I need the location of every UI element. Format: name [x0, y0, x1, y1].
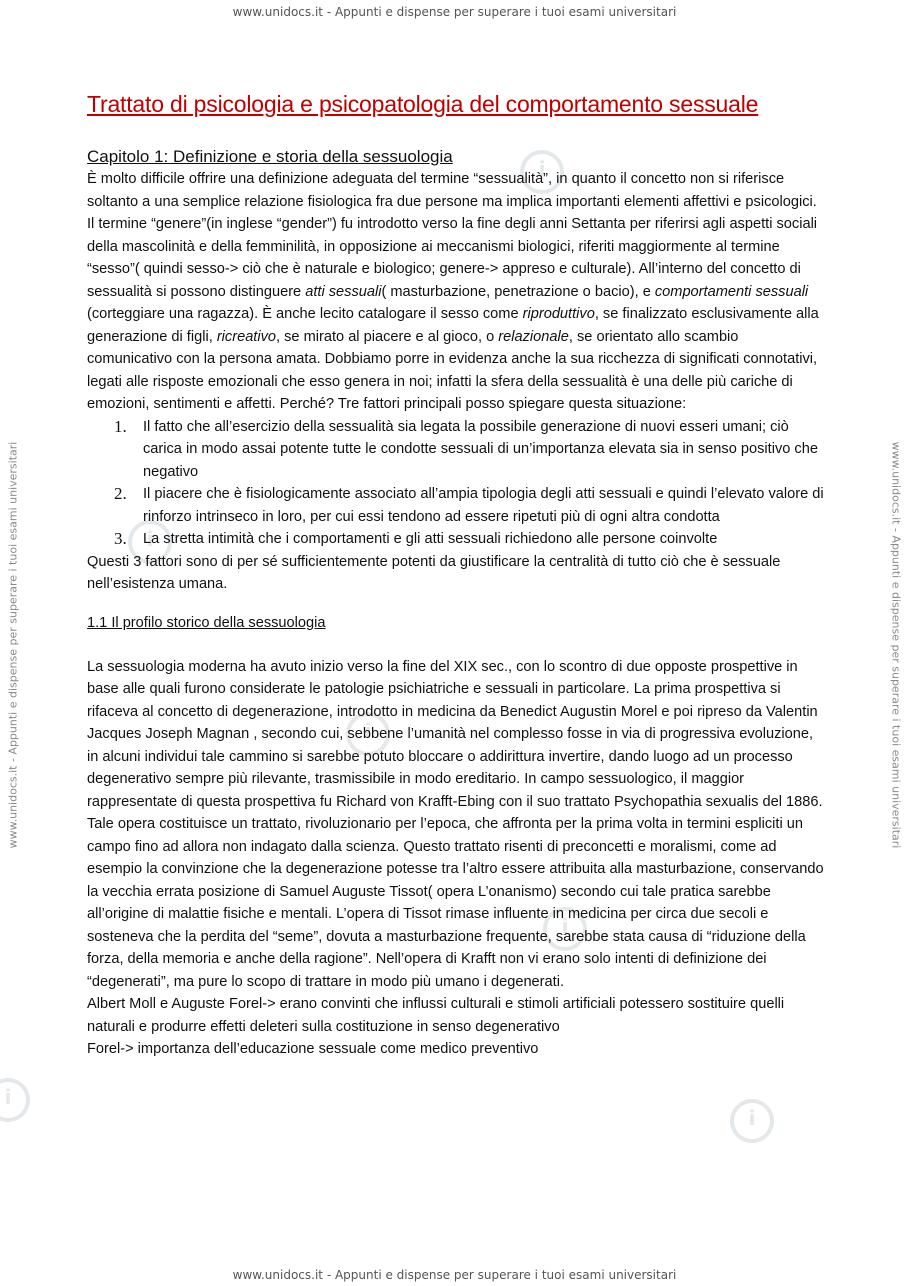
document-body [87, 88, 827, 1061]
watermark-header: www.unidocs.it - Appunti e dispense per superare i tuoi esami universitari [232, 5, 677, 19]
chapter-title: Capitolo 1: Definizione e storia della sessuologia [87, 147, 453, 166]
watermark-left: www.unidocs.it - Appunti e dispense per superare i tuoi esami universitari [6, 441, 20, 849]
list-item: 3. La stretta intimità che i comportamenti e gli atti sessuali richiedono alle persone coinvolte [114, 529, 718, 548]
moll-forel-paragraph: Albert Moll e Auguste Forel-> erano convinti che influssi culturali e stimoli artificiali potessero sostituire quelli naturali e produrre effetti deleteri sulla costituzione in senso degenerativo [87, 996, 785, 1035]
watermark-right: www.unidocs.it - Appunti e dispense per superare i tuoi esami universitari [889, 441, 903, 849]
list-item: 2. Il piacere che è fisiologicamente associato all’ampia tipologia degli atti sessuali e quindi l’elevato valore di rinforzo intrinseco in loro, per cui essi tendono ad essere ripetuti più di ogni altra condotta [114, 484, 824, 525]
watermark-footer: www.unidocs.it - Appunti e dispense per superare i tuoi esami universitari [232, 1268, 677, 1282]
section-title: 1.1 Il profilo storico della sessuologia [87, 614, 326, 631]
factors-conclusion: Questi 3 fattori sono di per sé sufficientemente potenti da giustificare la centralità di tutto ciò che è sessuale nell’esistenza umana. [87, 553, 781, 592]
list-item: 1. Il fatto che all’esercizio della sessualità sia legata la possibile generazione di nuovi esseri umani; ciò carica in modo assai potente tutte le condotte sessuali di un’importanza elevata sia in senso positivo che negativo [114, 416, 818, 480]
watermark-logo-icon [730, 1099, 774, 1143]
factors-list [87, 416, 827, 551]
forel-note: Forel-> importanza dell’educazione sessuale come medico preventivo [87, 1041, 539, 1057]
watermark-logo-icon [0, 1078, 30, 1122]
history-paragraph: La sessuologia moderna ha avuto inizio verso la fine del XIX sec., con lo scontro di due opposte prospettive in base alle quali furono considerate le patologie psichiatriche e sessuali in particolare. La prima prospettiva si rifaceva al concetto di degenerazione, introdotto in medicina da Benedict Augustin Morel e poi ripreso da Valentin Jacques Joseph Magnan , secondo cui, sebbene l’umanità nel complesso fosse in via di progressiva evoluzione, in alcuni individui tale cammino si sarebbe potuto bloccare o addirittura invertire, dando luogo ad un processo degenerativo sempre più rilevante, trasmissibile in modo ereditario. In campo sessuologico, il maggior rappresentate di questa prospettiva fu Richard von Krafft-Ebing con il suo trattato Psychopathia sexualis del 1886. Tale opera costituisce un trattato, rivoluzionario per l’epoca, che affronta per la prima volta in termini espliciti un campo fino ad allora non indagato dalla scienza. Questo trattato risenti di preconcetti e moralismi, come ad esempio la convinzione che la degenerazione potesse tra l’altro essere attribuita alla masturbazione, conservando la vecchia errata posizione di Samuel Auguste Tissot( opera L’onanismo) secondo cui tale pratica sarebbe all’origine di malattie fisiche e mentali. L’opera di Tissot rimase influente in medicina per circa due secoli e sosteneva che la perdita del “seme”, dovuta a masturbazione frequente, sarebbe stata causa di “riduzione della forza, della memoria e anche della ragione”. Nell’opera di Krafft non vi erano solo intenti di definizione dei “degenerati”, ma pure lo scopo di trattare in modo più umano i degenerati. [87, 658, 824, 990]
intro-paragraph: È molto difficile offrire una definizione adeguata del termine “sessualità”, in quanto il concetto non si riferisce soltanto a una semplice relazione fisiologica fra due persone ma implica importanti elementi affettivi e psicologici. Il termine “genere”(in inglese “gender”) fu introdotto verso la fine degli anni Settanta per riferirsi agli aspetti sociali della mascolinità e della femminilità, in opposizione ai meccanismi biologici, riferiti maggiormente al termine “sesso”( quindi sesso-> ciò che è naturale e biologico; genere-> appreso e culturale). All’interno del concetto di sessualità si possono distinguere atti sessuali( masturbazione, penetrazione o bacio), e comportamenti sessuali (corteggiare una ragazza). È anche lecito catalogare il sesso come riproduttivo, se finalizzato esclusivamente alla generazione di figli, ricreativo, se mirato al piacere e al gioco, o relazionale, se orientato allo scambio comunicativo con la persona amata. Dobbiamo porre in evidenza anche la sua ricchezza di significati connotativi, legati alle risposte emozionali che esso genera in noi; infatti la sfera della sessualità è una delle più cariche di emozioni, sentimenti e affetti. Perché? Tre fattori principali posso spiegare questa situazione: [87, 171, 819, 412]
document-title: Trattato di psicologia e psicopatologia del comportamento sessuale [87, 91, 759, 117]
